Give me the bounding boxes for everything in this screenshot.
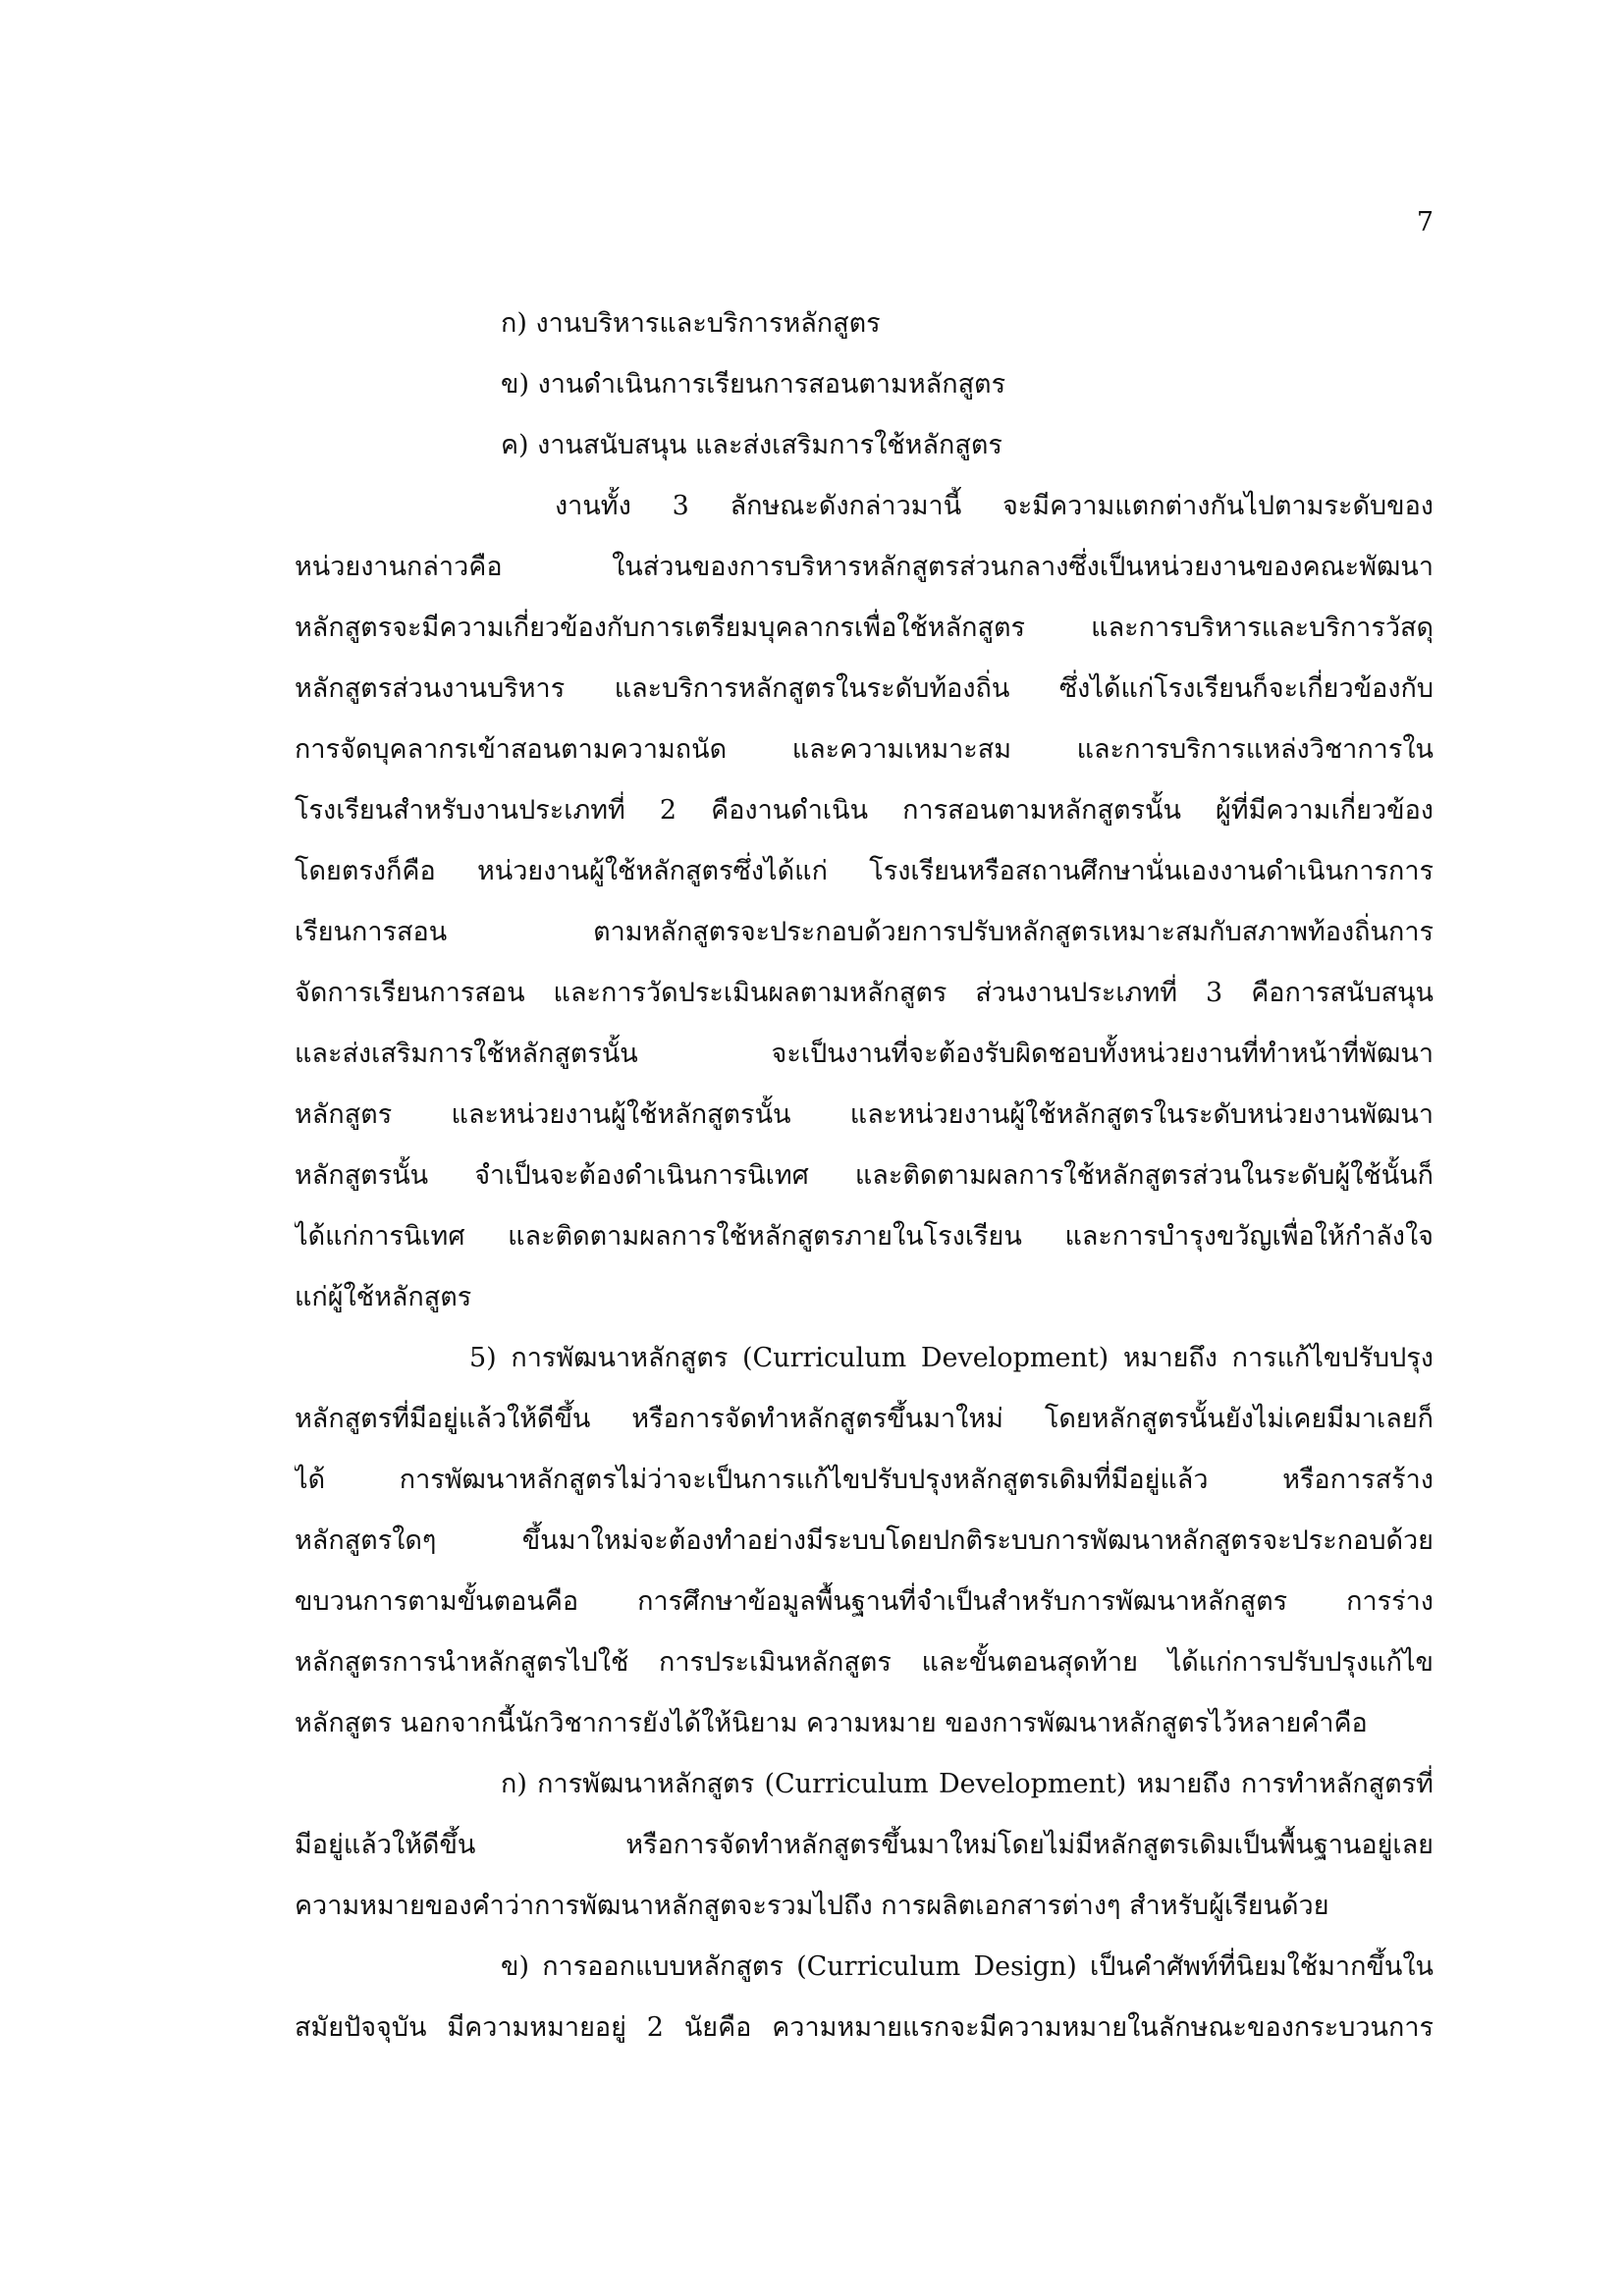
section-5-heading-line: 5) การพัฒนาหลักสูตร (Curriculum Development) หมายถึง การแก้ไขปรับปรุง bbox=[469, 1343, 1434, 1373]
paragraph-line: โรงเรียนสำหรับงานประเภทที่ 2 คืองานดำเนิน การสอนตามหลักสูตรนั้น ผู้ที่มีความเกี่ยวข้อง bbox=[295, 795, 1434, 826]
list-item-kho-khwai: ค) งานสนับสนุน และส่งเสริมการใช้หลักสูตร bbox=[501, 430, 1002, 460]
list-item-kho: ข) งานดำเนินการเรียนการสอนตามหลักสูตร bbox=[501, 369, 1006, 400]
definition-ko-line: ก) การพัฒนาหลักสูตร (Curriculum Development) หมายถึง การทำหลักสูตรที่ bbox=[501, 1769, 1434, 1799]
paragraph-line: หลักสูตร นอกจากนี้นักวิชาการยังได้ให้นิยาม ความหมาย ของการพัฒนาหลักสูตรไว้หลายคำคือ bbox=[295, 1708, 1368, 1738]
list-item-ko: ก) งานบริหารและบริการหลักสูตร bbox=[501, 308, 881, 339]
page-number: 7 bbox=[1416, 207, 1434, 238]
paragraph-line: สมัยปัจจุบัน มีความหมายอยู่ 2 นัยคือ ความหมายแรกจะมีความหมายในลักษณะของกระบวนการ bbox=[295, 2012, 1434, 2043]
paragraph-line: หลักสูตรจะมีความเกี่ยวข้องกับการเตรียมบุคลากรเพื่อใช้หลักสูตร และการบริหารและบริการวัสดุ bbox=[295, 613, 1434, 643]
paragraph-line: หลักสูตรนั้น จำเป็นจะต้องดำเนินการนิเทศ และติดตามผลการใช้หลักสูตรส่วนในระดับผู้ใช้นั้นก็ bbox=[295, 1160, 1434, 1191]
paragraph-line: ความหมายของคำว่าการพัฒนาหลักสูตจะรวมไปถึง การผลิตเอกสารต่างๆ สำหรับผู้เรียนด้วย bbox=[295, 1891, 1329, 1921]
paragraph-line: และส่งเสริมการใช้หลักสูตรนั้น จะเป็นงานที่จะต้องรับผิดชอบทั้งหน่วยงานที่ทำหน้าที่พัฒนา bbox=[295, 1039, 1434, 1069]
paragraph-line: หลักสูตรที่มีอยู่แล้วให้ดีขึ้น หรือการจัดทำหลักสูตรขึ้นมาใหม่ โดยหลักสูตรนั้นยังไม่เคยมีมาเลยก็ bbox=[295, 1404, 1434, 1434]
definition-kho-line: ข) การออกแบบหลักสูตร (Curriculum Design) เป็นคำศัพท์ที่นิยมใช้มากขึ้นใน bbox=[501, 1951, 1434, 1982]
paragraph-line: ได้ การพัฒนาหลักสูตรไม่ว่าจะเป็นการแก้ไขปรับปรุงหลักสูตรเดิมที่มีอยู่แล้ว หรือการสร้าง bbox=[295, 1465, 1434, 1495]
paragraph-line: การจัดบุคลากรเข้าสอนตามความถนัด และความเหมาะสม และการบริการแหล่งวิชาการใน bbox=[295, 734, 1434, 765]
paragraph-line: หลักสูตรการนำหลักสูตรไปใช้ การประเมินหลักสูตร และขั้นตอนสุดท้าย ได้แก่การปรับปรุงแก้ไข bbox=[295, 1647, 1434, 1678]
paragraph-line: หลักสูตร และหน่วยงานผู้ใช้หลักสูตรนั้น และหน่วยงานผู้ใช้หลักสูตรในระดับหน่วยงานพัฒนา bbox=[295, 1099, 1434, 1130]
paragraph-line: เรียนการสอน ตามหลักสูตรจะประกอบด้วยการปรับหลักสูตรเหมาะสมกับสภาพท้องถิ่นการ bbox=[295, 917, 1434, 947]
paragraph-line: ได้แก่การนิเทศ และติดตามผลการใช้หลักสูตรภายในโรงเรียน และการบำรุงขวัญเพื่อให้กำลังใจ bbox=[295, 1221, 1434, 1252]
paragraph-line: หลักสูตรใดๆ ขึ้นมาใหม่จะต้องทำอย่างมีระบบโดยปกติระบบการพัฒนาหลักสูตรจะประกอบด้วย bbox=[295, 1525, 1434, 1556]
paragraph-line: หลักสูตรส่วนงานบริหาร และบริการหลักสูตรในระดับท้องถิ่น ซึ่งได้แก่โรงเรียนก็จะเกี่ยวข้องกับ bbox=[295, 673, 1434, 704]
paragraph-line: จัดการเรียนการสอน และการวัดประเมินผลตามหลักสูตร ส่วนงานประเภทที่ 3 คือการสนับสนุน bbox=[295, 978, 1434, 1008]
paragraph-line: มีอยู่แล้วให้ดีขึ้น หรือการจัดทำหลักสูตรขึ้นมาใหม่โดยไม่มีหลักสูตรเดิมเป็นพื้นฐานอยู่เลย bbox=[295, 1830, 1434, 1860]
paragraph-line: งานทั้ง 3 ลักษณะดังกล่าวมานี้ จะมีความแตกต่างกันไปตามระดับของ bbox=[555, 491, 1434, 521]
paragraph-line: แก่ผู้ใช้หลักสูตร bbox=[295, 1282, 472, 1312]
paragraph-line: หน่วยงานกล่าวคือ ในส่วนของการบริหารหลักสูตรส่วนกลางซึ่งเป็นหน่วยงานของคณะพัฒนา bbox=[295, 552, 1434, 582]
paragraph-line: ขบวนการตามขั้นตอนคือ การศึกษาข้อมูลพื้นฐานที่จำเป็นสำหรับการพัฒนาหลักสูตร การร่าง bbox=[295, 1586, 1434, 1617]
paragraph-line: โดยตรงก็คือ หน่วยงานผู้ใช้หลักสูตรซึ่งได้แก่ โรงเรียนหรือสถานศึกษานั่นเองงานดำเนินการการ bbox=[295, 856, 1434, 886]
